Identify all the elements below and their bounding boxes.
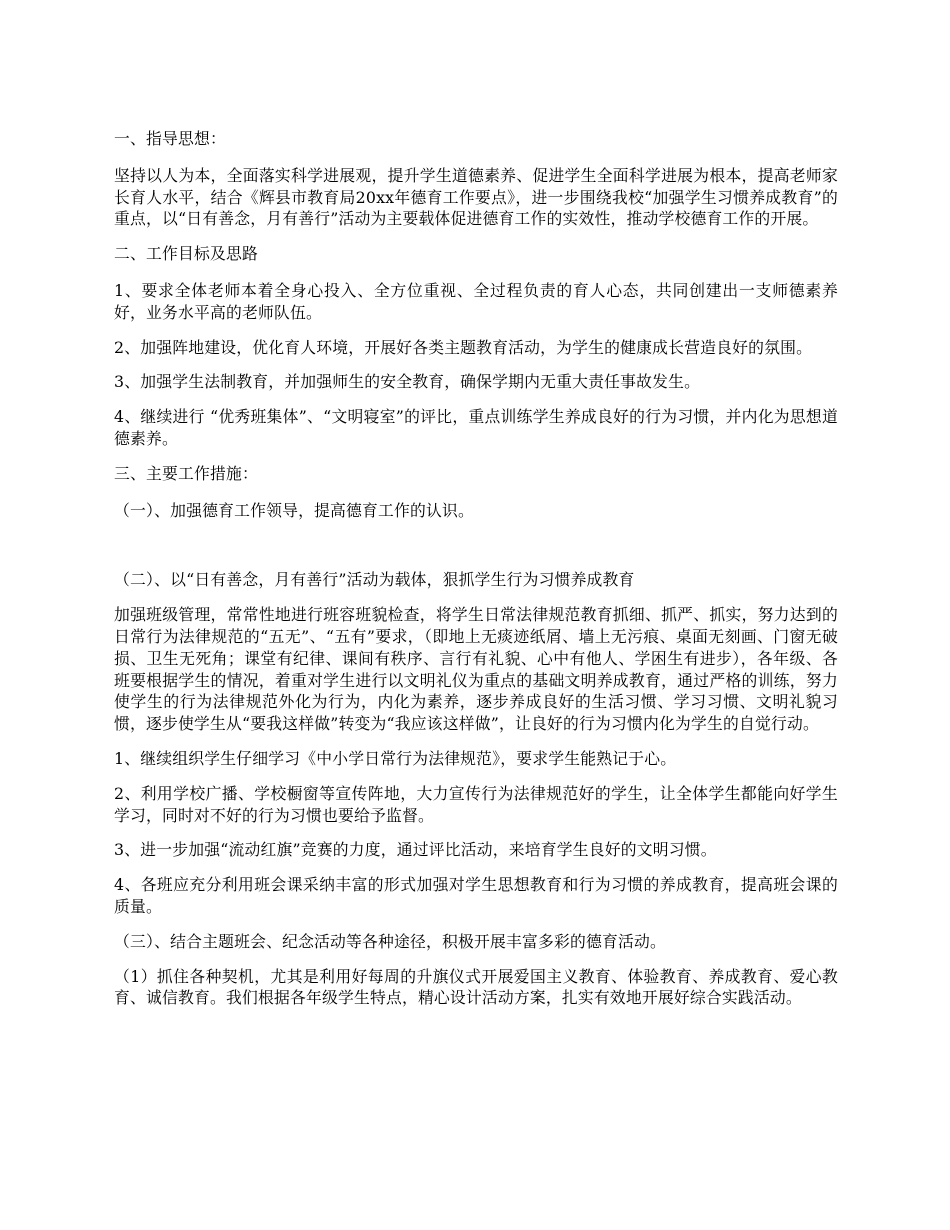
section-heading-goals: 二、工作目标及思路 — [114, 244, 258, 264]
document-page — [114, 128, 838, 1022]
section-heading-measures: 三、主要工作措施： — [114, 463, 258, 483]
goal-item-2: 2、加强阵地建设，优化育人环境，开展好各类主题教育活动，为学生的健康成长营造良好的氛围。 — [114, 337, 813, 357]
measure-subheading-2: （二）、以“日有善念，月有善行”活动为载体，狠抓学生行为习惯养成教育 — [114, 570, 635, 590]
goal-item-1: 1、要求全体老师本着全身心投入、全方位重视、全过程负责的育人心态，共同创建出一支师德素养好，业务水平高的老师队伍。 — [114, 280, 838, 322]
measure-item-3: 3、进一步加强“流动红旗”竞赛的力度，通过评比活动，来培育学生良好的文明习惯。 — [114, 840, 717, 860]
paragraph-class-management: 加强班级管理，常常性地进行班容班貌检查，将学生日常法律规范教育抓细、抓严、抓实，努力达到的日常行为法律规范的“五无”、“五有”要求，（即地上无痰迹纸屑、墙上无污痕、桌面无刻画、门窗无破损、卫生无死角；课堂有纪律、课间有秩序、言行有礼貌、心中有他人、学困生有进步），各年级、各班要根据学生的情况，着重对学生进行以文明礼仪为重点的基础文明养成教育，通过严格的训练，努力使学生的行为法律规范外化为行为，内化为素养，逐步养成良好的生活习惯、学习习惯、文明礼貌习惯，逐步使学生从“要我这样做”转变为“我应该这样做”，让良好的行为习惯内化为学生的自觉行动。 — [114, 605, 838, 734]
measure-subheading-3: （三）、结合主题班会、纪念活动等各种途径，积极开展丰富多彩的德育活动。 — [114, 931, 666, 951]
section-heading-guiding-thought: 一、指导思想： — [114, 129, 226, 148]
goal-item-3: 3、加强学生法制教育，并加强师生的安全教育，确保学期内无重大责任事故发生。 — [114, 372, 701, 392]
measure-item-2: 2、利用学校广播、学校橱窗等宣传阵地，大力宣传行为法律规范好的学生，让全体学生都能向好学生学习，同时对不好的行为习惯也要给予监督。 — [114, 783, 838, 825]
paragraph-guiding-thought-body: 坚持以人为本，全面落实科学进展观，提升学生道德素养、促进学生全面科学进展为根本，提高老师家长育人水平，结合《辉县市教育局20xx年德育工作要点》，进一步围绕我校“加强学生习惯养成教育”的重点，以“日有善念，月有善行”活动为主要载体促进德育工作的实效性，推动学校德育工作的开展。 — [114, 165, 838, 229]
measure-item-1: 1、继续组织学生仔细学习《中小学日常行为法律规范》，要求学生能熟记于心。 — [114, 748, 677, 768]
measure-subheading-1: （一）、加强德育工作领导，提高德育工作的认识。 — [114, 500, 475, 520]
activity-item-1: （1）抓住各种契机，尤其是利用好每周的升旗仪式开展爱国主义教育、体验教育、养成教育、爱心教育、诚信教育。我们根据各年级学生特点，精心设计活动方案，扎实有效地开展好综合实践活动。 — [114, 966, 838, 1008]
measure-item-4: 4、各班应充分利用班会课采纳丰富的形式加强对学生思想教育和行为习惯的养成教育，提高班会课的质量。 — [114, 875, 838, 916]
goal-item-4: 4、继续进行 “优秀班集体”、“文明寝室”的评比，重点训练学生养成良好的行为习惯，并内化为思想道德素养。 — [114, 407, 838, 448]
